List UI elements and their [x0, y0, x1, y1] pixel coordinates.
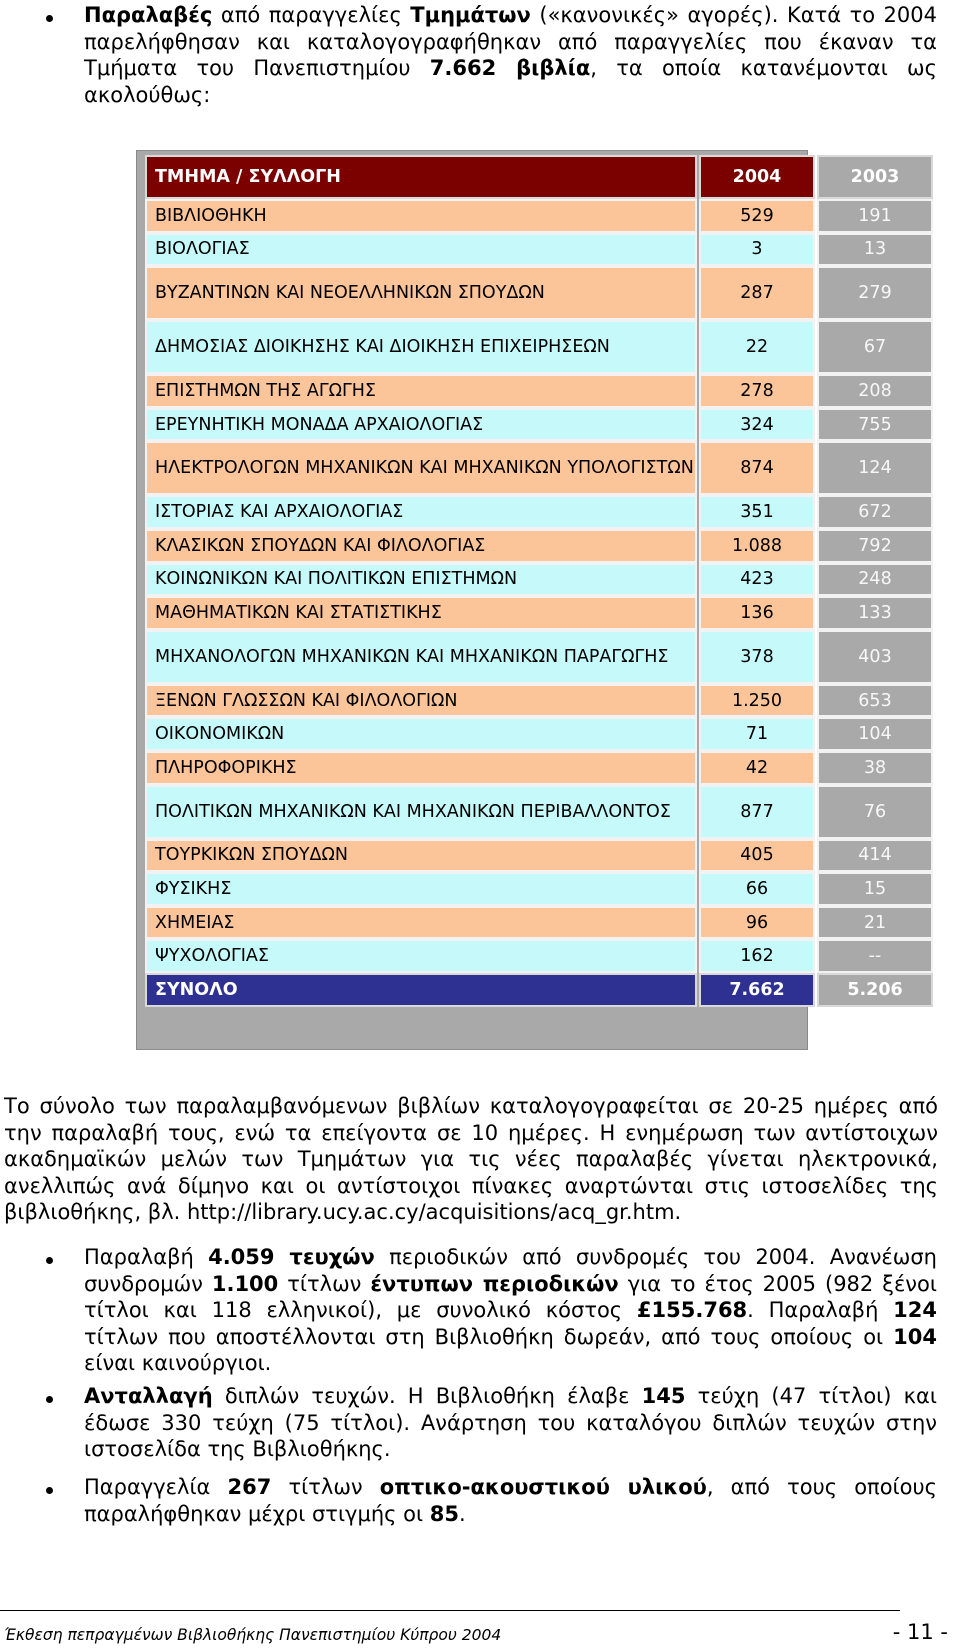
- cell-2004: 324: [699, 408, 815, 442]
- cell-2003: 38: [817, 751, 933, 785]
- cell-2003: 5.206: [817, 973, 933, 1007]
- table-row: [137, 785, 887, 839]
- cell-department: ΙΣΤΟΡΙΑΣ ΚΑΙ ΑΡΧΑΙΟΛΟΓΙΑΣ: [145, 495, 697, 529]
- cell-2004: 2004: [699, 155, 815, 199]
- cell-2004: 423: [699, 563, 815, 597]
- table-row: [137, 717, 892, 751]
- cell-department: ΦΥΣΙΚΗΣ: [145, 872, 697, 906]
- table-header-row: [137, 155, 900, 199]
- cell-2004: 287: [699, 266, 815, 320]
- footer-title: Έκθεση πεπραγμένων Βιβλιοθήκης Πανεπιστημίου Κύπρου 2004: [4, 1626, 502, 1644]
- table-row: [137, 839, 892, 873]
- cell-2004: 136: [699, 596, 815, 630]
- page-number: - 11 -: [892, 1620, 948, 1644]
- cell-2003: 21: [817, 906, 933, 940]
- cell-2004: 874: [699, 441, 815, 495]
- cell-department: ΤΜΗΜΑ / ΣΥΛΛΟΓΗ: [145, 155, 697, 199]
- table-row: [137, 872, 887, 906]
- cell-2003: 133: [817, 596, 933, 630]
- table-row: [137, 684, 892, 718]
- periodicals-bullet-text: Παραλαβή 4.059 τευχών περιοδικών από συνδρομές του 2004. Ανανέωση συνδρομών 1.100 τίτλων έντυπων περιοδικών για το έτος 2005 (982 ξένοι τίτλοι και 118 ελληνικοί), με συνολικό κόστος £155.768. Παραλαβή 124 τίτλων που αποστέλλονται στη Βιβλιοθήκη δωρεάν, από τους οποίους οι 104 είναι καινούργιοι.: [84, 1245, 937, 1375]
- cell-2003: 208: [817, 374, 933, 408]
- cell-department: ΟΙΚΟΝΟΜΙΚΩΝ: [145, 717, 697, 751]
- cell-2004: 42: [699, 751, 815, 785]
- cell-2003: 653: [817, 684, 933, 718]
- cell-department: ΤΟΥΡΚΙΚΩΝ ΣΠΟΥΔΩΝ: [145, 839, 697, 873]
- table-row: [137, 320, 887, 374]
- cell-2003: 76: [817, 785, 933, 839]
- cell-department: ΒΙΟΛΟΓΙΑΣ: [145, 233, 697, 267]
- cell-2004: 22: [699, 320, 815, 374]
- cell-department: ΞΕΝΩΝ ΓΛΩΣΣΩΝ ΚΑΙ ΦΙΛΟΛΟΓΙΩΝ: [145, 684, 697, 718]
- cell-2003: 191: [817, 199, 933, 233]
- cell-2003: 15: [817, 872, 933, 906]
- bullet-marker: [46, 1257, 53, 1264]
- cell-2004: 1.088: [699, 529, 815, 563]
- cell-2004: 66: [699, 872, 815, 906]
- cell-department: ΜΑΘΗΜΑΤΙΚΩΝ ΚΑΙ ΣΤΑΤΙΣΤΙΚΗΣ: [145, 596, 697, 630]
- cell-2004: 529: [699, 199, 815, 233]
- table-row: [137, 408, 892, 442]
- cell-department: ΜΗΧΑΝΟΛΟΓΩΝ ΜΗΧΑΝΙΚΩΝ ΚΑΙ ΜΗΧΑΝΙΚΩΝ ΠΑΡΑΓΩΓΗΣ: [145, 630, 697, 684]
- cell-2003: 403: [817, 630, 933, 684]
- table-row: [137, 441, 892, 495]
- cell-department: ΠΟΛΙΤΙΚΩΝ ΜΗΧΑΝΙΚΩΝ ΚΑΙ ΜΗΧΑΝΙΚΩΝ ΠΕΡΙΒΑΛΛΟΝΤΟΣ: [145, 785, 697, 839]
- cell-2003: 104: [817, 717, 933, 751]
- cell-2004: 96: [699, 906, 815, 940]
- cell-2004: 3: [699, 233, 815, 267]
- av-bullet-text: Παραγγελία 267 τίτλων οπτικο-ακουστικού υλικού, από τους οποίους παραλήφθηκαν μέχρι στιγμής οι 85.: [84, 1475, 937, 1526]
- cell-department: ΗΛΕΚΤΡΟΛΟΓΩΝ ΜΗΧΑΝΙΚΩΝ ΚΑΙ ΜΗΧΑΝΙΚΩΝ ΥΠΟΛΟΓΙΣΤΩΝ: [145, 441, 697, 495]
- table-row: [137, 939, 882, 973]
- cell-2004: 162: [699, 939, 815, 973]
- table-row: [137, 199, 892, 233]
- cell-2004: 1.250: [699, 684, 815, 718]
- cell-department: ΕΡΕΥΝΗΤΙΚΗ ΜΟΝΑΔΑ ΑΡΧΑΙΟΛΟΓΙΑΣ: [145, 408, 697, 442]
- cell-department: ΠΛΗΡΟΦΟΡΙΚΗΣ: [145, 751, 697, 785]
- cell-department: ΧΗΜΕΙΑΣ: [145, 906, 697, 940]
- cell-2004: 7.662: [699, 973, 815, 1007]
- exchange-bullet-text: Ανταλλαγή διπλών τευχών. Η Βιβλιοθήκη έλαβε 145 τεύχη (47 τίτλοι) και έδωσε 330 τεύχη (75 τίτλοι). Ανάρτηση του καταλόγου διπλών τευχών στην ιστοσελίδα της Βιβλιοθήκης.: [84, 1384, 937, 1461]
- table-row: [137, 906, 887, 940]
- cell-2004: 378: [699, 630, 815, 684]
- cell-department: ΣΥΝΟΛΟ: [145, 973, 697, 1007]
- table-row: [137, 751, 887, 785]
- table-row: [137, 374, 892, 408]
- cell-department: ΕΠΙΣΤΗΜΩΝ ΤΗΣ ΑΓΩΓΗΣ: [145, 374, 697, 408]
- cell-department: ΚΛΑΣΙΚΩΝ ΣΠΟΥΔΩΝ ΚΑΙ ΦΙΛΟΛΟΓΙΑΣ: [145, 529, 697, 563]
- cell-2004: 877: [699, 785, 815, 839]
- cell-2003: 672: [817, 495, 933, 529]
- cell-2004: 405: [699, 839, 815, 873]
- cell-2003: 279: [817, 266, 933, 320]
- cell-2003: 13: [817, 233, 933, 267]
- table-row: [137, 596, 892, 630]
- table-row: [137, 630, 892, 684]
- body-paragraph: Το σύνολο των παραλαμβανόμενων βιβλίων καταλογογραφείται σε 20-25 ημέρες από την παραλαβή τους, ενώ τα επείγοντα σε 10 ημέρες. Η ενημέρωση των αντίστοιχων ακαδημαϊκών μελών των Τμημάτων για τις νέες παραλαβές γίνεται ηλεκτρονικά, ανελλιπώς ανά δίμηνο και οι αντίστοιχοι πίνακες αναρτώνται στις ιστοσελίδες της βιβλιοθήκης, βλ. http://library.ucy.ac.cy/acquisitions/acq_gr.htm.: [4, 1094, 938, 1224]
- cell-2003: 755: [817, 408, 933, 442]
- table-row: [137, 266, 892, 320]
- intro-bullet-text: Παραλαβές από παραγγελίες Τμημάτων («κανονικές» αγορές). Κατά το 2004 παρελήφθησαν και καταλογογραφήθηκαν από παραγγελίες που έκαναν τα Τμήματα του Πανεπιστημίου 7.662 βιβλία, τα οποία κατανέμονται ως ακολούθως:: [84, 3, 938, 107]
- cell-department: ΒΥΖΑΝΤΙΝΩΝ ΚΑΙ ΝΕΟΕΛΛΗΝΙΚΩΝ ΣΠΟΥΔΩΝ: [145, 266, 697, 320]
- cell-department: ΨΥΧΟΛΟΓΙΑΣ: [145, 939, 697, 973]
- table-row: [137, 563, 892, 597]
- cell-2003: 792: [817, 529, 933, 563]
- acquisitions-table: [136, 150, 903, 1050]
- bullet-marker: [46, 1487, 53, 1494]
- cell-2003: 2003: [817, 155, 933, 199]
- bullet-marker: [46, 15, 53, 22]
- cell-2003: 248: [817, 563, 933, 597]
- table-total-row: [137, 973, 903, 1007]
- cell-2003: 124: [817, 441, 933, 495]
- cell-2004: 71: [699, 717, 815, 751]
- table-row: [137, 233, 887, 267]
- cell-2003: 67: [817, 320, 933, 374]
- cell-department: ΔΗΜΟΣΙΑΣ ΔΙΟΙΚΗΣΗΣ ΚΑΙ ΔΙΟΙΚΗΣΗ ΕΠΙΧΕΙΡΗΣΕΩΝ: [145, 320, 697, 374]
- bullet-marker: [46, 1396, 53, 1403]
- cell-2004: 351: [699, 495, 815, 529]
- cell-department: ΚΟΙΝΩΝΙΚΩΝ ΚΑΙ ΠΟΛΙΤΙΚΩΝ ΕΠΙΣΤΗΜΩΝ: [145, 563, 697, 597]
- cell-2003: 414: [817, 839, 933, 873]
- cell-2003: --: [817, 939, 933, 973]
- cell-department: ΒΙΒΛΙΟΘΗΚΗ: [145, 199, 697, 233]
- cell-2004: 278: [699, 374, 815, 408]
- table-row: [137, 529, 892, 563]
- table-row: [137, 495, 892, 529]
- footer-rule: [0, 1610, 900, 1611]
